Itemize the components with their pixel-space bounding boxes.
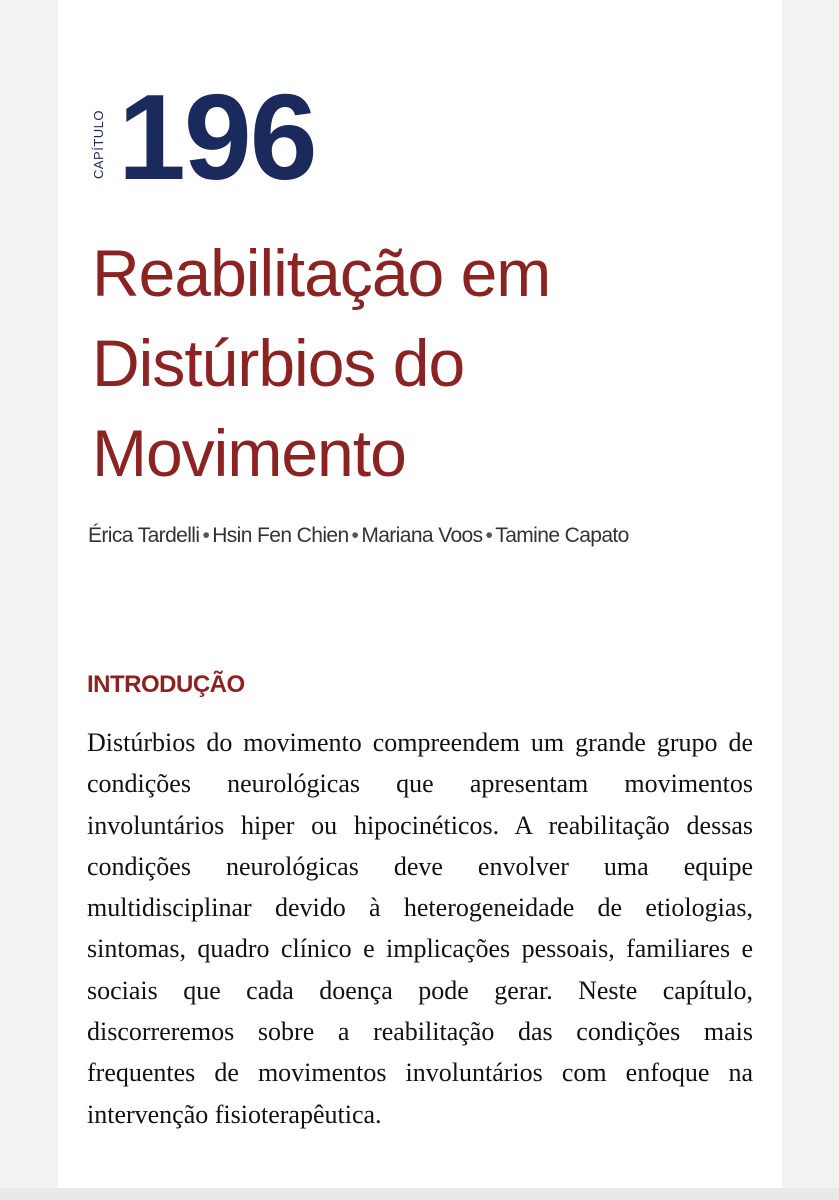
author: Hsin Fen Chien: [212, 524, 349, 547]
author: Mariana Voos: [361, 524, 483, 547]
chapter-title-line: Distúrbios do: [92, 326, 465, 400]
chapter-title-line: Movimento: [92, 416, 406, 490]
author-separator: •: [485, 524, 493, 547]
author-separator: •: [202, 524, 210, 547]
chapter-title: [92, 228, 732, 498]
author: Tamine Capato: [495, 524, 629, 547]
author-separator: •: [351, 524, 359, 547]
section-heading: INTRODUÇÃO: [87, 671, 245, 698]
chapter-label-text: CAPÍTULO: [90, 109, 106, 179]
chapter-label: [80, 96, 116, 192]
chapter-number: 196: [118, 69, 316, 205]
bottom-bar: [0, 1188, 839, 1200]
author: Érica Tardelli: [88, 524, 200, 547]
author-list: [88, 524, 629, 548]
chapter-title-line: Reabilitação em: [92, 236, 551, 310]
intro-paragraph: Distúrbios do movimento compreendem um grande grupo de condições neurológicas que apresentam movimentos involuntários hiper ou hipocinéticos. A reabilitação dessas condições neurológicas deve envolver uma equipe multidisciplinar devido à heterogeneidade de etiologias, sintomas, quadro clínico e implicações pessoais, familiares e sociais que cada doença pode gerar. Neste capítulo, discorreremos sobre a reabilitação das condições mais frequentes de movimentos involuntários com enfoque na intervenção fisioterapêutica.: [87, 728, 753, 1129]
